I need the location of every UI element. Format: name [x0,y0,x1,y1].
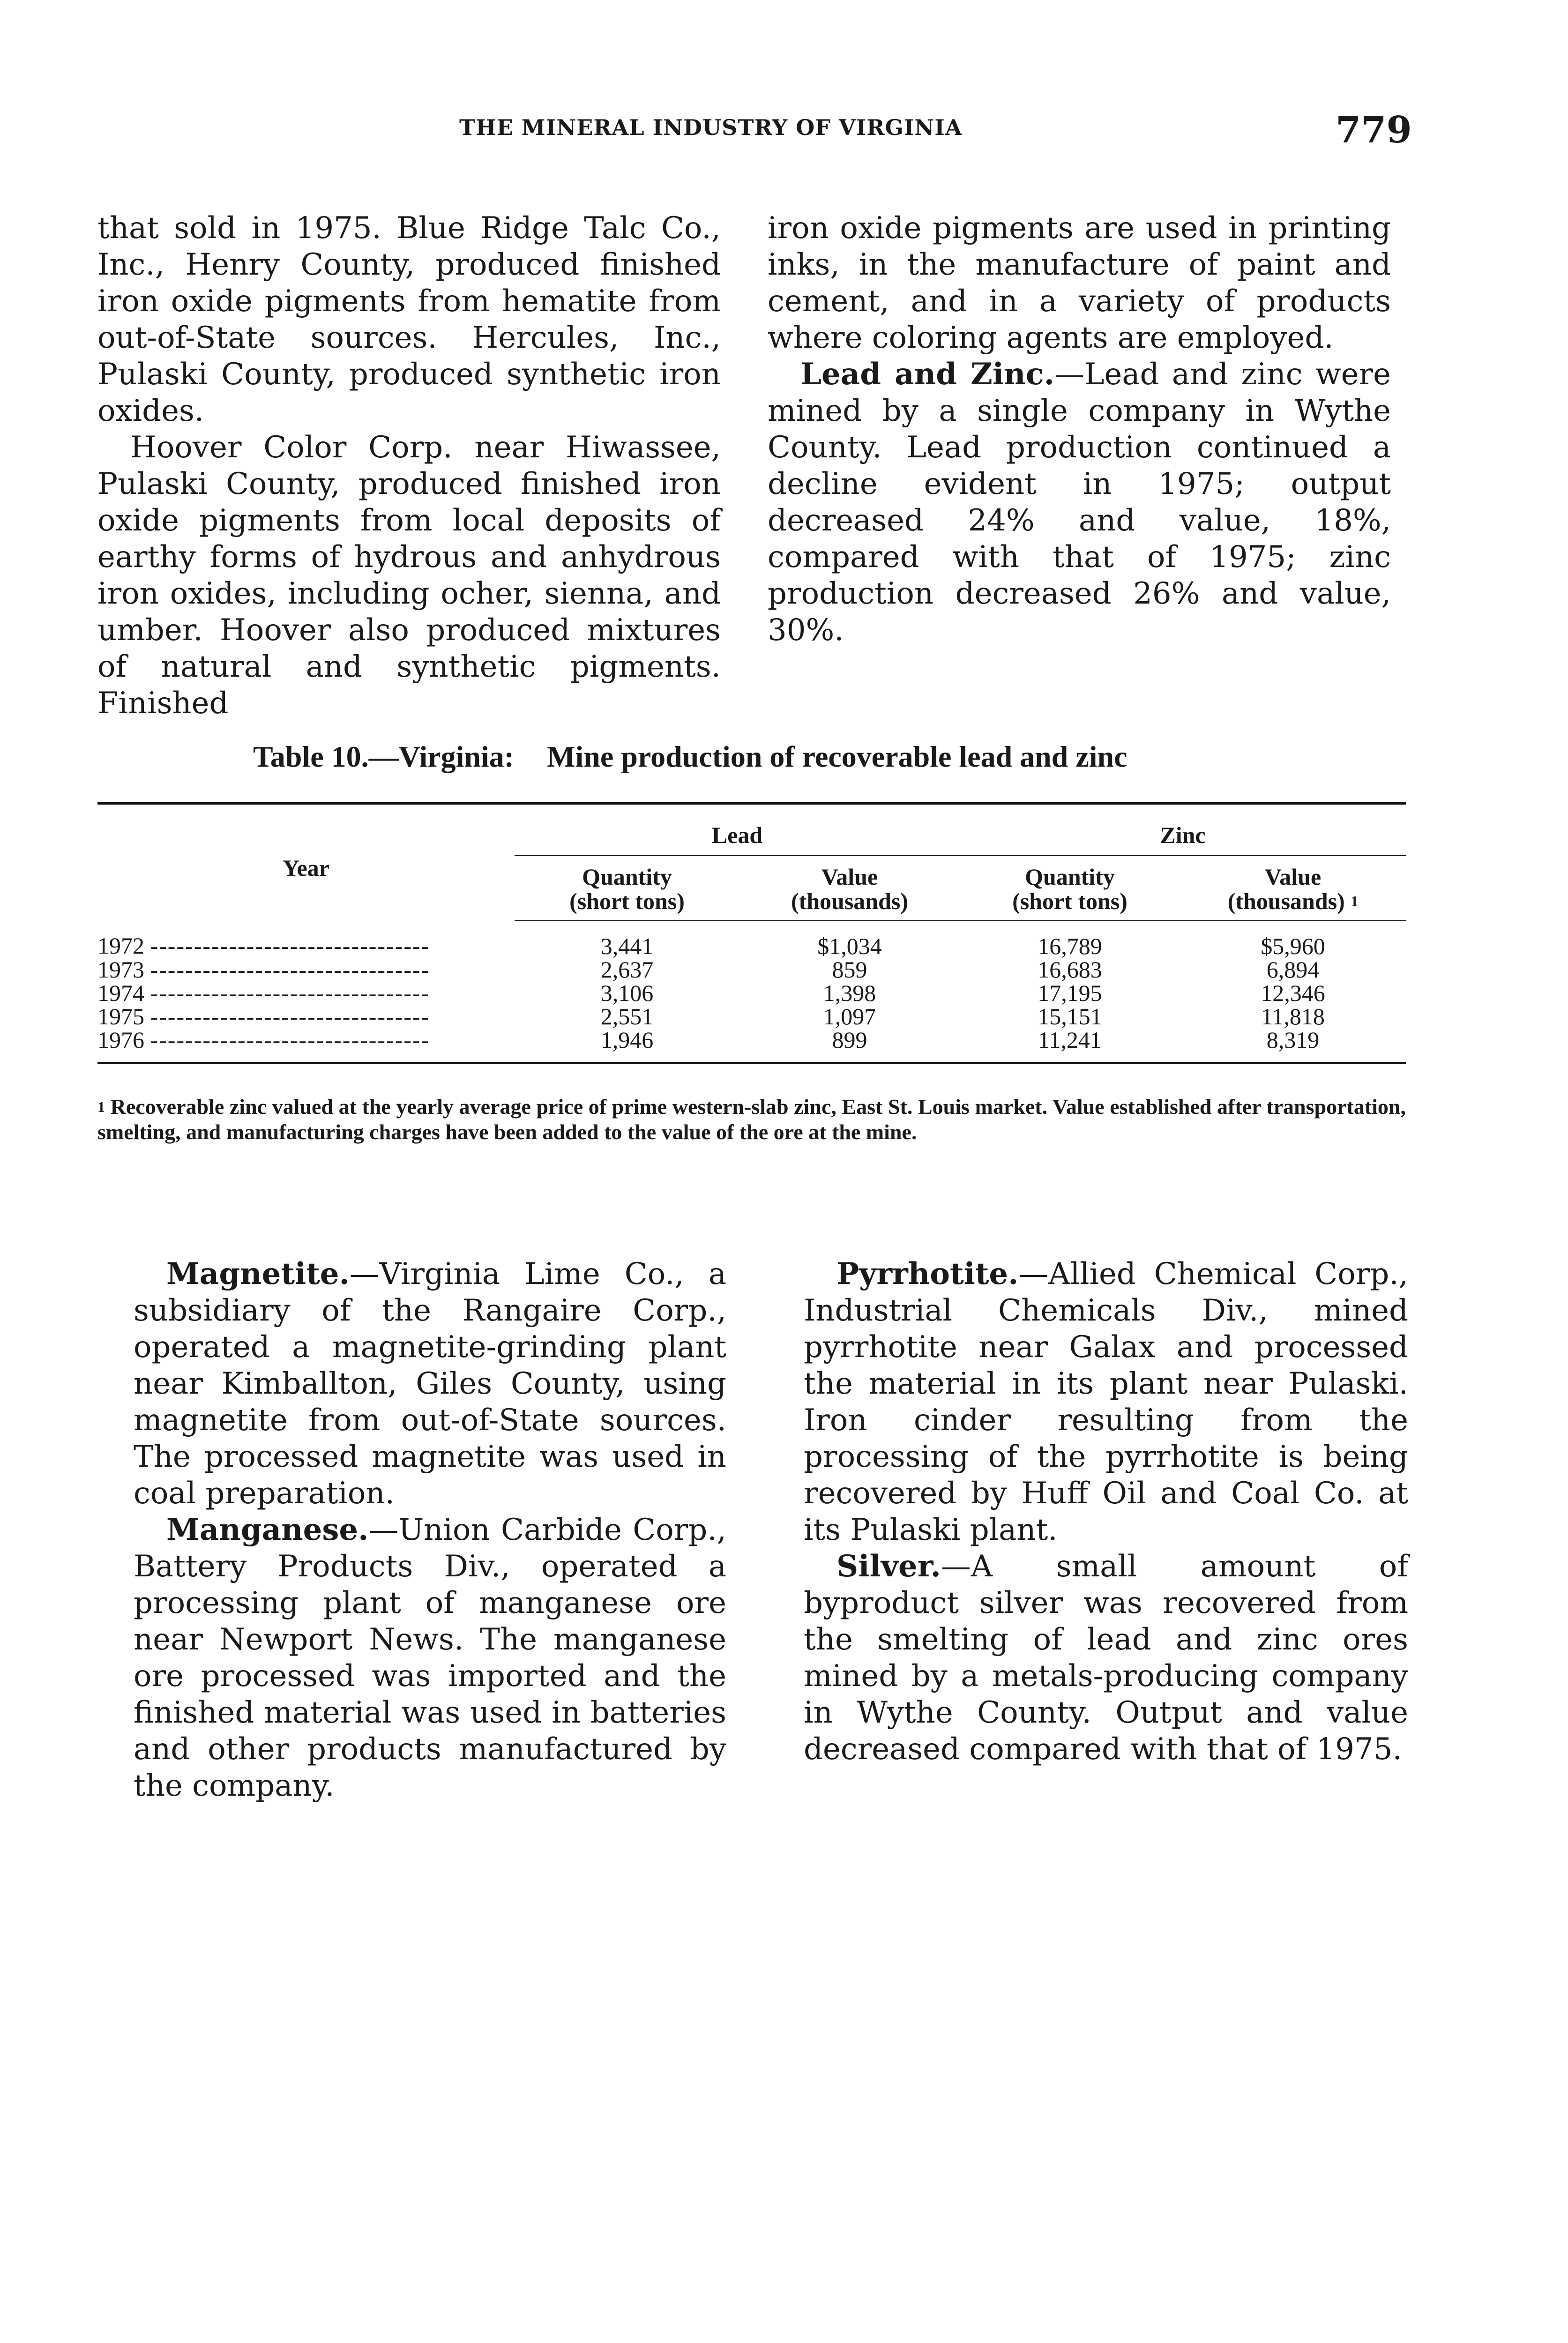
zinc-group-header: Zinc [960,804,1406,856]
silver-heading: Silver. [836,1549,941,1584]
lead-group-header: Lead [515,804,960,856]
magnetite-body: —Virginia Lime Co., a subsidiary of the Rangaire Corp., operated a magnetite-grinding plant near Kimballton, Giles County, using magnetite from out-of-State sources. The processed magnetite was used in coal preparation. [134,1257,726,1511]
pyrrhotite-heading: Pyrrhotite. [836,1256,1019,1291]
table-title [253,739,1127,774]
table-row [97,1005,1406,1028]
table-row [97,981,1406,1005]
table-row [97,921,1406,958]
zinc-val-cell: 8,319 [1266,1027,1320,1053]
lead-quantity-header: Quantity (short tons) [515,856,739,921]
year-cell: 1974 -------------------------------- [97,980,430,1006]
lead-zinc-body: —Lead and zinc were mined by a single company in Wythe County. Lead production continued a decline evident in 1975; output decreased 24% and value, 18%, compared with that of 1975; zinc production decreased 26% and value, 30%. [768,357,1391,648]
lead-value-header: Value (thousands) [739,856,960,921]
zinc-val-cell: 12,346 [1261,980,1325,1006]
table-row [97,1028,1406,1062]
zinc-quantity-header: Quantity (short tons) [960,856,1180,921]
lead-val-cell: 1,097 [823,1003,876,1030]
year-cell: 1975 -------------------------------- [97,1003,430,1030]
paragraph-manganese [134,1512,726,1804]
top-right-column [768,210,1391,649]
lead-val-cell: $1,034 [817,933,882,959]
year-column-header: Year [97,804,515,921]
year-cell: 1973 -------------------------------- [97,956,430,983]
zinc-val-cell: $5,960 [1261,933,1325,959]
paragraph-silver [804,1548,1408,1768]
zinc-val-cell: 11,818 [1261,1003,1325,1030]
running-head: THE MINERAL INDUSTRY OF VIRGINIA [459,115,963,140]
lead-qty-cell: 1,946 [600,1027,654,1053]
manganese-body: —Union Carbide Corp., Battery Products Div., operated a processing plant of manganese ore near Newport News. The manganese ore processed was imported and the finished material was used in batteries and other products manufactured by the company. [134,1513,726,1803]
lead-qty-cell: 2,551 [600,1003,654,1030]
lead-zinc-table [97,802,1406,1064]
table-title-text: Mine production of recoverable lead and zinc [547,740,1127,773]
magnetite-heading: Magnetite. [166,1256,350,1291]
lead-val-cell: 1,398 [823,980,876,1006]
table-title-label: Table 10.—Virginia: [253,740,515,773]
bottom-left-column [134,1256,726,1804]
top-left-column [97,210,721,722]
zinc-value-header: Value (thousands) $^1$ [1180,856,1406,921]
paragraph-magnetite [134,1256,726,1512]
year-cell: 1976 -------------------------------- [97,1027,430,1053]
year-cell: 1972 -------------------------------- [97,933,430,959]
zinc-qty-cell: 16,683 [1038,956,1102,983]
paragraph-lead-zinc [768,356,1391,649]
table-body [97,921,1406,1062]
lead-qty-cell: 3,106 [600,980,654,1006]
paragraph-iron-oxide-uses: iron oxide pigments are used in printing inks, in the manufacture of paint and cement, and in a variety of products where coloring agents are employed. [768,211,1391,355]
zinc-qty-cell: 16,789 [1038,933,1102,959]
bottom-right-column [804,1256,1408,1768]
table-footnote [97,1094,1406,1145]
paragraph-talc-continuation: that sold in 1975. Blue Ridge Talc Co., Inc., Henry County, produced finished iron oxide pigments from hematite from out-of-State sources. Hercules, Inc., Pulaski County, produced synthetic iron oxides. [97,211,721,428]
lead-zinc-heading: Lead and Zinc. [800,357,1054,392]
table-row [97,958,1406,981]
lead-qty-cell: 2,637 [600,956,654,983]
zinc-val-cell: 6,894 [1266,956,1320,983]
lead-val-cell: 899 [832,1027,867,1053]
pyrrhotite-body: —Allied Chemical Corp., Industrial Chemicals Div., mined pyrrhotite near Galax and processed the material in its plant near Pulaski. Iron cinder resulting from the processing of the pyrrhotite is being recovered by Huff Oil and Coal Co. at its Pulaski plant. [804,1257,1408,1547]
zinc-qty-cell: 17,195 [1038,980,1102,1006]
manganese-heading: Manganese. [166,1512,369,1547]
zinc-qty-cell: 11,241 [1038,1027,1102,1053]
footnote-text: Recoverable zinc valued at the yearly average price of prime western-slab zinc, East St. Louis market. Value established after transportation, smelting, and manufacturing charges have been added to the value of the ore at the mine. [97,1095,1406,1144]
lead-qty-cell: 3,441 [600,933,654,959]
lead-val-cell: 859 [832,956,867,983]
paragraph-pyrrhotite [804,1256,1408,1548]
silver-body: —A small amount of byproduct silver was recovered from the smelting of lead and zinc ores mined by a metals-producing company in Wythe County. Output and value decreased compared with that of 1975. [804,1549,1408,1767]
zinc-qty-cell: 15,151 [1038,1003,1102,1030]
zinc-value-footnote-mark: 1 [1351,893,1359,910]
footnote-mark: 1 [97,1098,105,1115]
page-number: 779 [1336,109,1412,151]
paragraph-hoover-color: Hoover Color Corp. near Hiwassee, Pulaski County, produced finished iron oxide pigments from local deposits of earthy forms of hydrous and anhydrous iron oxides, including ocher, sienna, and umber. Hoover also produced mixtures of natural and synthetic pigments. Finished [97,430,721,721]
